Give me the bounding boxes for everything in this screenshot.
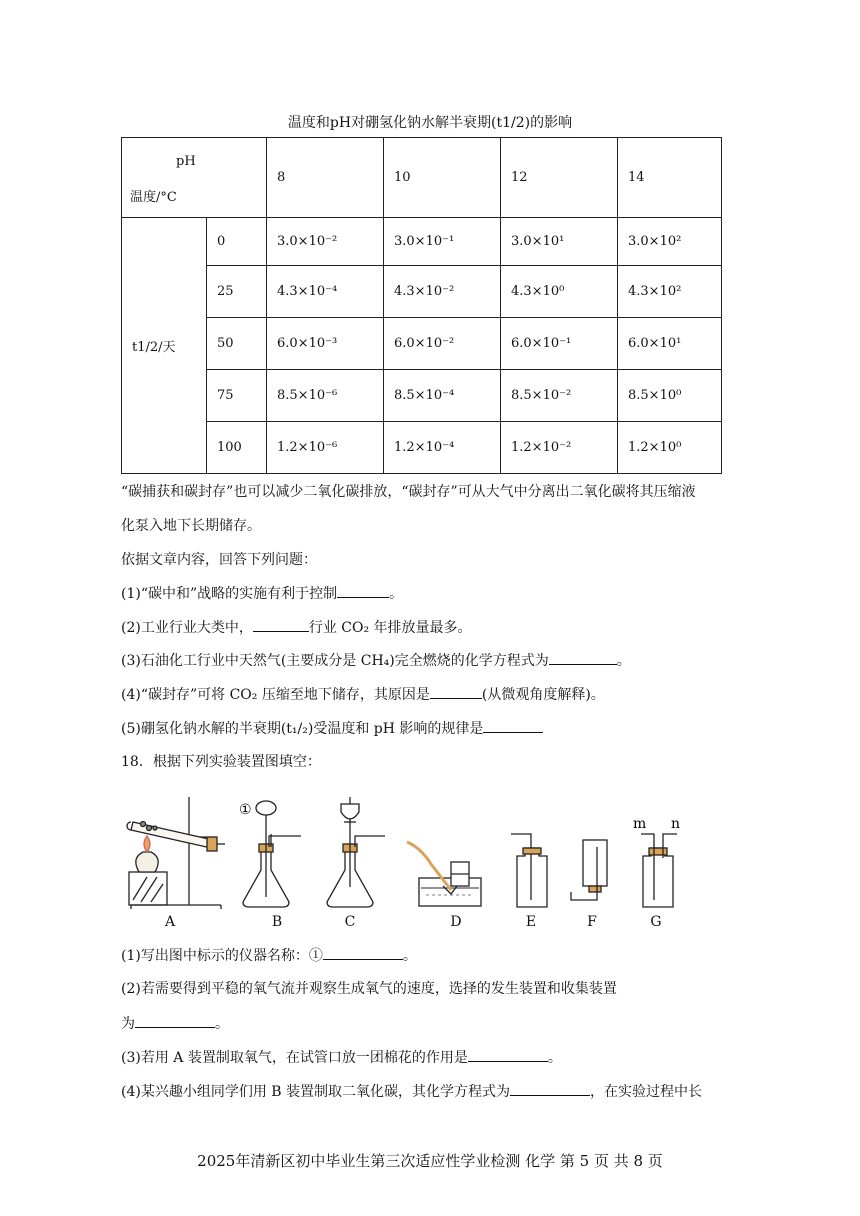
- paragraph-line: 化泵入地下长期储存。: [121, 518, 261, 534]
- instruction-text: 依据文章内容，回答下列问题：: [121, 552, 317, 568]
- table-caption: 温度和pH对硼氢化钠水解半衰期(t1/2)的影响: [287, 115, 573, 131]
- answer-blank[interactable]: [430, 684, 482, 699]
- question-text: (4)某兴趣小组同学们用 B 装置制取二氧化碳，其化学方程式为: [121, 1084, 511, 1100]
- table-cell: 1.2×10⁻⁴: [384, 422, 501, 474]
- ph-header-cell: 12: [501, 138, 618, 218]
- question-text: 为: [121, 1016, 135, 1032]
- question-text: (3)石油化工行业中天然气(主要成分是 CH₄)完全燃烧的化学方程式为: [121, 653, 549, 669]
- header-temp-label: 温度/°C: [130, 190, 177, 205]
- question-text: (5)硼氢化钠水解的半衰期(t₁/₂)受温度和 pH 影响的规律是: [121, 721, 484, 737]
- apparatus-e-drawing: [511, 834, 547, 907]
- table-cell: 6.0×10⁻³: [267, 318, 384, 370]
- answer-blank[interactable]: [549, 650, 617, 665]
- answer-blank[interactable]: [468, 1047, 548, 1062]
- question-4: [121, 684, 605, 705]
- table-cell: 4.3×10⁰: [501, 266, 618, 318]
- question-text: (2)工业行业大类中，: [121, 620, 253, 636]
- marker-n: n: [671, 816, 681, 832]
- question-5: [121, 718, 543, 739]
- sub-question-2-continued: [121, 1013, 229, 1034]
- question-3: [121, 650, 631, 671]
- apparatus-label-g: G: [650, 914, 662, 930]
- question-1: [121, 583, 403, 604]
- table-cell: 6.0×10⁻¹: [501, 318, 618, 370]
- answer-blank[interactable]: [337, 583, 389, 598]
- question-end: 。: [389, 586, 404, 602]
- answer-blank[interactable]: [253, 617, 309, 632]
- table-cell: 6.0×10⁻²: [384, 318, 501, 370]
- header-ph-label: pH: [176, 154, 196, 169]
- apparatus-label-c: C: [344, 914, 356, 930]
- answer-blank[interactable]: [135, 1013, 215, 1028]
- question-text: (1)写出图中标示的仪器名称：①: [121, 948, 323, 964]
- ph-header-cell: 14: [618, 138, 722, 218]
- apparatus-label-e: E: [525, 914, 537, 930]
- table-cell: 1.2×10⁻²: [501, 422, 618, 474]
- question-2: [121, 617, 472, 638]
- temp-cell: 75: [207, 370, 267, 422]
- ph-header-cell: 10: [384, 138, 501, 218]
- sub-question-3: [121, 1047, 562, 1068]
- apparatus-label-d: D: [450, 914, 462, 930]
- row-group-label: t1/2/天: [122, 218, 207, 474]
- header-corner-cell: [122, 138, 267, 218]
- apparatus-d-drawing: [407, 842, 481, 906]
- table-cell: 6.0×10¹: [618, 318, 722, 370]
- question-end: 。: [616, 653, 631, 669]
- answer-blank[interactable]: [483, 718, 543, 733]
- marker-m: m: [633, 816, 647, 832]
- temp-cell: 50: [207, 318, 267, 370]
- table-cell: 1.2×10⁰: [618, 422, 722, 474]
- apparatus-label-a: A: [164, 914, 176, 930]
- table-cell: 8.5×10⁻²: [501, 370, 618, 422]
- question-text: 行业 CO₂ 年排放量最多。: [308, 620, 472, 636]
- table-cell: 3.0×10²: [618, 218, 722, 266]
- half-life-table: [121, 137, 722, 474]
- apparatus-f-drawing: [571, 840, 607, 900]
- page-footer: 2025年清新区初中毕业生第三次适应性学业检测 化学 第 5 页 共 8 页: [197, 1152, 663, 1170]
- apparatus-c-drawing: [327, 797, 385, 907]
- table-cell: 4.3×10⁻²: [384, 266, 501, 318]
- table-cell: 3.0×10⁻²: [267, 218, 384, 266]
- table-cell: 8.5×10⁻⁴: [384, 370, 501, 422]
- question-end: 。: [547, 1050, 562, 1066]
- apparatus-label-f: F: [587, 914, 597, 930]
- question-text: (从微观角度解释)。: [481, 687, 605, 703]
- sub-question-1: [121, 945, 417, 966]
- apparatus-b-drawing: [243, 801, 301, 907]
- apparatus-g-drawing: [641, 834, 677, 907]
- temp-cell: 0: [207, 218, 267, 266]
- question-18-heading: 18．根据下列实验装置图填空：: [121, 754, 321, 770]
- table-cell: 8.5×10⁻⁶: [267, 370, 384, 422]
- question-end: 。: [215, 1016, 229, 1032]
- answer-blank[interactable]: [510, 1081, 590, 1096]
- apparatus-a-drawing: [127, 797, 225, 909]
- question-text: (1)“碳中和”战略的实施有利于控制: [121, 586, 338, 602]
- marker-1: ①: [239, 802, 252, 818]
- table-cell: 4.3×10⁻⁴: [267, 266, 384, 318]
- paragraph-line: “碳捕获和碳封存”也可以减少二氧化碳排放，“碳封存”可从大气中分离出二氧化碳将其压缩液: [121, 484, 696, 500]
- question-text: (4)“碳封存”可将 CO₂ 压缩至地下储存，其原因是: [121, 687, 430, 703]
- temp-cell: 25: [207, 266, 267, 318]
- table-cell: 3.0×10⁻¹: [384, 218, 501, 266]
- table-cell: 8.5×10⁰: [618, 370, 722, 422]
- question-text: ，在实验过程中长: [590, 1084, 703, 1100]
- table-cell: 1.2×10⁻⁶: [267, 422, 384, 474]
- ph-header-cell: 8: [267, 138, 384, 218]
- sub-question-2: (2)若需要得到平稳的氧气流并观察生成氧气的速度，选择的发生装置和收集装置: [121, 981, 617, 997]
- answer-blank[interactable]: [323, 945, 403, 960]
- table-cell: 4.3×10²: [618, 266, 722, 318]
- apparatus-figure: [121, 792, 701, 937]
- question-end: 。: [402, 948, 417, 964]
- sub-question-4: [121, 1081, 702, 1102]
- apparatus-label-b: B: [271, 914, 283, 930]
- temp-cell: 100: [207, 422, 267, 474]
- table-cell: 3.0×10¹: [501, 218, 618, 266]
- question-text: (3)若用 A 装置制取氧气，在试管口放一团棉花的作用是: [121, 1050, 468, 1066]
